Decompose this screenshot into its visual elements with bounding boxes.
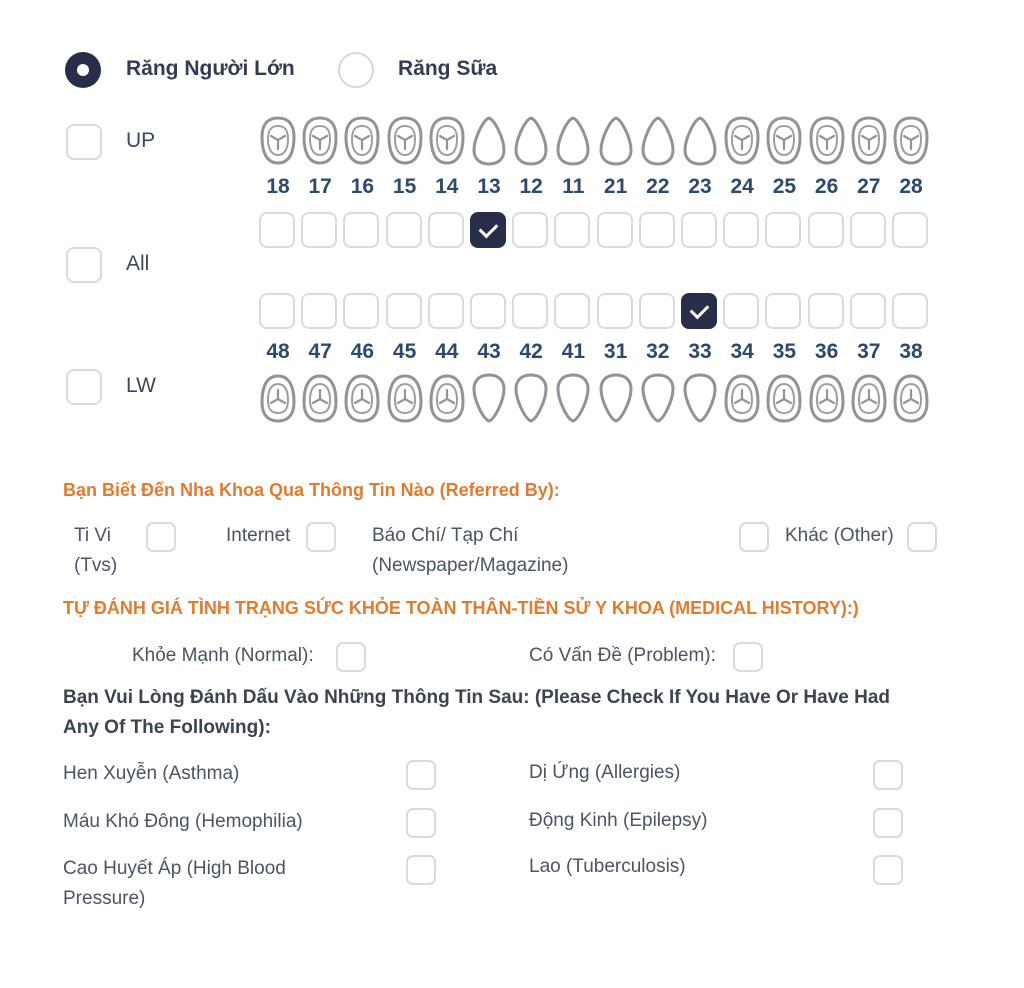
tooth-checkbox-37[interactable] <box>850 293 886 329</box>
referral-tv-checkbox[interactable] <box>146 522 176 552</box>
select-upper-checkbox[interactable] <box>66 124 102 160</box>
tooth-checkbox-47[interactable] <box>301 293 337 329</box>
tooth-icon[interactable] <box>765 115 803 167</box>
hemophilia-label: Máu Khó Đông (Hemophilia) <box>63 811 303 832</box>
tooth-icon[interactable] <box>301 115 339 167</box>
tooth-icon[interactable] <box>808 115 846 167</box>
tooth-checkbox-12[interactable] <box>512 212 548 248</box>
tooth-checkbox-48[interactable] <box>259 293 295 329</box>
tooth-icon[interactable] <box>428 115 466 167</box>
tooth-icon[interactable] <box>892 115 930 167</box>
tooth-checkbox-14[interactable] <box>428 212 464 248</box>
high-blood-pressure-label: Cao Huyết Áp (High Blood Pressure) <box>63 858 286 909</box>
tooth-number: 48 <box>266 340 290 363</box>
tooth-number: 45 <box>392 340 417 363</box>
tooth-icon[interactable] <box>428 372 466 424</box>
tooth-number: 36 <box>814 340 839 363</box>
tooth-number: 43 <box>477 340 501 363</box>
select-lower-checkbox[interactable] <box>66 369 102 405</box>
tuberculosis-label: Lao (Tuberculosis) <box>529 856 686 877</box>
tooth-icon[interactable] <box>850 372 888 424</box>
tooth-icon[interactable] <box>723 372 761 424</box>
tooth-checkbox-24[interactable] <box>723 212 759 248</box>
tooth-icon[interactable] <box>892 372 930 424</box>
tooth-number: 47 <box>308 340 332 363</box>
medical-history-title: TỰ ĐÁNH GIÁ TÌNH TRẠNG SỨC KHỎE TOÀN THÂN-TIỀN SỬ Y KHOA (MEDICAL HISTORY):) <box>63 598 859 618</box>
tooth-checkbox-33[interactable] <box>681 293 717 329</box>
tooth-checkbox-42[interactable] <box>512 293 548 329</box>
tooth-number: 13 <box>477 175 501 198</box>
epilepsy-checkbox[interactable] <box>873 808 903 838</box>
tooth-checkbox-15[interactable] <box>386 212 422 248</box>
asthma-checkbox[interactable] <box>406 760 436 790</box>
tooth-icon[interactable] <box>639 372 677 424</box>
tooth-checkbox-21[interactable] <box>597 212 633 248</box>
adult-teeth-radio[interactable] <box>65 52 101 88</box>
tooth-icon[interactable] <box>386 372 424 424</box>
tooth-checkbox-17[interactable] <box>301 212 337 248</box>
tooth-number: 44 <box>435 340 459 363</box>
tooth-number: 16 <box>350 175 375 198</box>
tooth-checkbox-23[interactable] <box>681 212 717 248</box>
tooth-icon[interactable] <box>470 372 508 424</box>
allergies-label: Dị Ứng (Allergies) <box>529 762 681 783</box>
tooth-icon[interactable] <box>808 372 846 424</box>
tooth-number: 32 <box>646 340 670 363</box>
allergies-checkbox[interactable] <box>873 760 903 790</box>
referral-press-label: Báo Chí/ Tạp Chí (Newspaper/Magazine) <box>372 525 569 576</box>
tooth-icon[interactable] <box>343 372 381 424</box>
tooth-icon[interactable] <box>554 115 592 167</box>
tooth-icon[interactable] <box>470 115 508 167</box>
tooth-number: 37 <box>857 340 881 363</box>
referral-internet-checkbox[interactable] <box>306 522 336 552</box>
lower-row-label: LW <box>126 374 156 397</box>
tooth-number: 46 <box>350 340 375 363</box>
tooth-number: 27 <box>857 175 881 198</box>
tooth-checkbox-38[interactable] <box>892 293 928 329</box>
tooth-icon[interactable] <box>301 372 339 424</box>
referral-other-checkbox[interactable] <box>907 522 937 552</box>
tooth-icon[interactable] <box>597 372 635 424</box>
tooth-number: 18 <box>266 175 290 198</box>
health-problem-checkbox[interactable] <box>733 642 763 672</box>
tooth-number: 25 <box>772 175 797 198</box>
upper-row-label: UP <box>126 129 156 152</box>
health-normal-label: Khỏe Mạnh (Normal): <box>132 645 314 666</box>
tooth-icon[interactable] <box>259 372 297 424</box>
tooth-checkbox-36[interactable] <box>808 293 844 329</box>
tooth-number: 34 <box>730 340 754 363</box>
adult-teeth-label: Răng Người Lớn <box>126 57 295 80</box>
tooth-icon[interactable] <box>850 115 888 167</box>
tooth-number: 17 <box>308 175 332 198</box>
tooth-checkbox-31[interactable] <box>597 293 633 329</box>
tooth-checkbox-44[interactable] <box>428 293 464 329</box>
epilepsy-label: Động Kinh (Epilepsy) <box>529 810 708 831</box>
tooth-number: 38 <box>899 340 923 363</box>
high-blood-pressure-checkbox[interactable] <box>406 855 436 885</box>
tooth-checkbox-22[interactable] <box>639 212 675 248</box>
tooth-icon[interactable] <box>681 372 719 424</box>
tooth-number: 14 <box>435 175 459 198</box>
tuberculosis-checkbox[interactable] <box>873 855 903 885</box>
asthma-label: Hen Xuyễn (Asthma) <box>63 763 240 784</box>
tooth-icon[interactable] <box>639 115 677 167</box>
tooth-checkbox-45[interactable] <box>386 293 422 329</box>
hemophilia-checkbox[interactable] <box>406 808 436 838</box>
referral-other-label: Khác (Other) <box>785 525 894 546</box>
referral-tv-label: Ti Vi (Tvs) <box>74 525 118 576</box>
tooth-checkbox-26[interactable] <box>808 212 844 248</box>
tooth-checkbox-27[interactable] <box>850 212 886 248</box>
tooth-number: 26 <box>814 175 839 198</box>
tooth-icon[interactable] <box>597 115 635 167</box>
tooth-checkbox-18[interactable] <box>259 212 295 248</box>
tooth-number: 31 <box>603 340 628 363</box>
tooth-icon[interactable] <box>554 372 592 424</box>
tooth-number: 11 <box>562 175 585 198</box>
tooth-number: 24 <box>730 175 754 198</box>
tooth-icon[interactable] <box>259 115 297 167</box>
tooth-number: 15 <box>392 175 417 198</box>
tooth-number: 33 <box>688 340 712 363</box>
tooth-icon[interactable] <box>681 115 719 167</box>
tooth-number: 41 <box>561 340 586 363</box>
tooth-checkbox-46[interactable] <box>343 293 379 329</box>
baby-teeth-radio[interactable] <box>338 52 374 88</box>
tooth-checkbox-34[interactable] <box>723 293 759 329</box>
tooth-number: 22 <box>646 175 670 198</box>
tooth-icon[interactable] <box>723 115 761 167</box>
tooth-number: 42 <box>519 340 543 363</box>
tooth-checkbox-28[interactable] <box>892 212 928 248</box>
tooth-number: 12 <box>519 175 543 198</box>
tooth-number: 35 <box>772 340 797 363</box>
tooth-icon[interactable] <box>765 372 803 424</box>
tooth-checkbox-43[interactable] <box>470 293 506 329</box>
referral-title: Bạn Biết Đến Nha Khoa Qua Thông Tin Nào (Referred By): <box>63 480 560 500</box>
baby-teeth-label: Răng Sữa <box>398 57 498 80</box>
health-normal-checkbox[interactable] <box>336 642 366 672</box>
tooth-checkbox-32[interactable] <box>639 293 675 329</box>
tooth-number: 23 <box>688 175 712 198</box>
tooth-number: 21 <box>603 175 628 198</box>
tooth-icon[interactable] <box>343 115 381 167</box>
referral-press-checkbox[interactable] <box>739 522 769 552</box>
tooth-checkbox-25[interactable] <box>765 212 801 248</box>
tooth-checkbox-11[interactable] <box>554 212 590 248</box>
tooth-icon[interactable] <box>512 115 550 167</box>
tooth-icon[interactable] <box>386 115 424 167</box>
referral-internet-label: Internet <box>226 525 291 546</box>
select-all-checkbox[interactable] <box>66 247 102 283</box>
health-problem-label: Có Vấn Đề (Problem): <box>529 645 716 666</box>
tooth-checkbox-35[interactable] <box>765 293 801 329</box>
tooth-checkbox-41[interactable] <box>554 293 590 329</box>
tooth-icon[interactable] <box>512 372 550 424</box>
tooth-checkbox-13[interactable] <box>470 212 506 248</box>
tooth-number: 28 <box>899 175 923 198</box>
history-instruction: Bạn Vui Lòng Đánh Dấu Vào Những Thông Tin Sau: (Please Check If You Have Or Have Had Any Of The Following): <box>63 687 891 738</box>
tooth-checkbox-16[interactable] <box>343 212 379 248</box>
all-row-label: All <box>126 252 150 275</box>
